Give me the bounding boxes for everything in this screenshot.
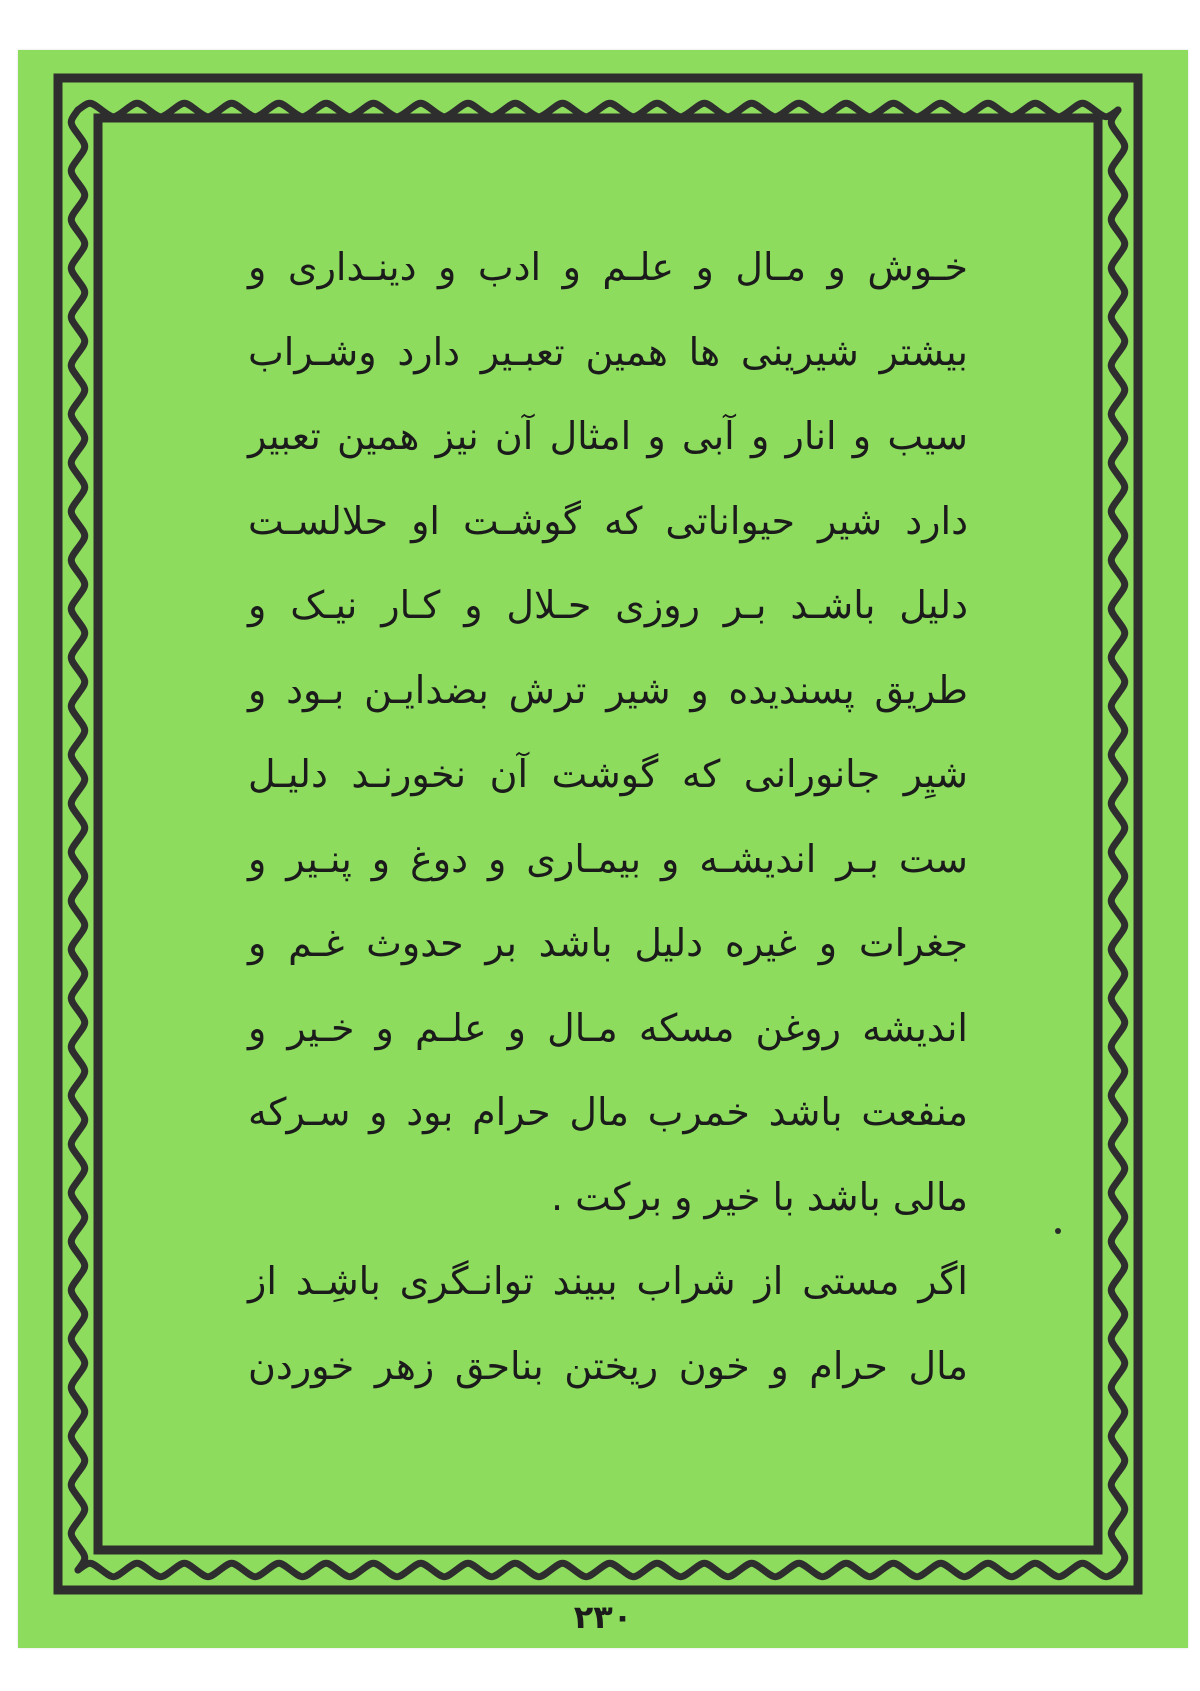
text-line: ست بـر اندیشـه و بیمـاری و دوغ و پنـیر و bbox=[248, 836, 968, 881]
text-line: اندیشه روغن مسکه مـال و علـم و خـیر و bbox=[248, 1005, 968, 1050]
text-line: شیِر جانورانی که گوشت آن نخورنـد دلیـل bbox=[248, 752, 968, 796]
text-line: دلیل باشـد بـر روزی حـلال و کـار نیـک و bbox=[248, 583, 968, 627]
text-line: دارد شیر حیواناتی که گوشـت او حلالسـت bbox=[248, 498, 968, 543]
text-line: خـوش و مـال و علـم و ادب و دینـداری و bbox=[248, 245, 968, 289]
text-line: مال حرام و خون ریختن بناحق زهر خوردن bbox=[248, 1343, 968, 1388]
text-line: اگر مستی از شراب ببیند توانـگری باشِـد از bbox=[248, 1259, 968, 1303]
border-wave bbox=[1111, 110, 1125, 1570]
text-line: بیشتر شیرینی ها همین تعبـیر دارد وشـراب bbox=[248, 329, 968, 374]
page-sheet bbox=[18, 50, 1188, 1648]
border-wave bbox=[71, 110, 85, 1570]
page-number: ۲۳۰ bbox=[573, 1598, 633, 1636]
ink-speck bbox=[1055, 1228, 1061, 1234]
text-line: طریق پسندیده و شیر ترش بضدایـن بـود و bbox=[248, 667, 968, 712]
border-wave bbox=[78, 1563, 1118, 1577]
body-text bbox=[248, 225, 968, 1408]
text-line: منفعت باشد خمرب مال حرام بود و سـرکه bbox=[248, 1090, 968, 1134]
text-line: جغرات و غیره دلیل باشد بر حدوث غـم و bbox=[248, 921, 968, 965]
text-line: مالی باشد با خیر و برکت . bbox=[550, 1174, 968, 1219]
text-line: سیب و انار و آبی و امثال آن نیز همین تعبیر bbox=[248, 414, 968, 458]
